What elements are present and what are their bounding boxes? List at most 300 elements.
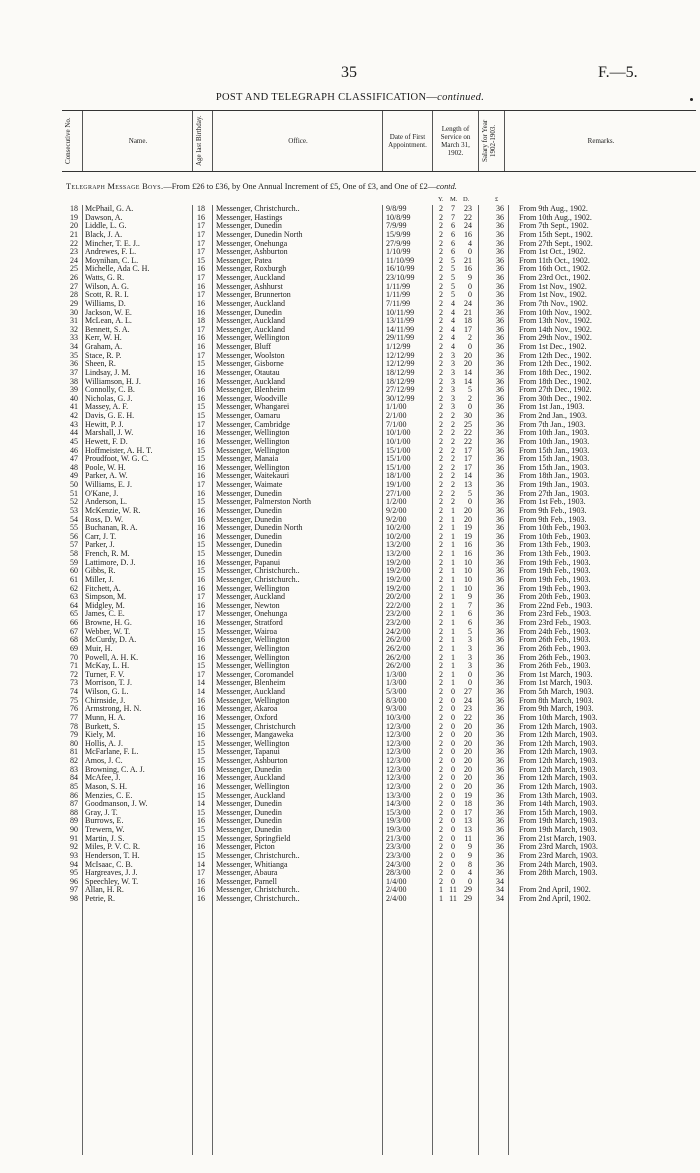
cell-days: 0	[468, 290, 472, 300]
cell-days: 6	[468, 618, 472, 627]
cell-remarks: From 7th Jan., 1903.	[519, 419, 586, 429]
cell-remarks: From 14th Nov., 1902.	[519, 324, 592, 334]
cell-salary: 36	[496, 678, 504, 688]
header-name: Name.	[82, 111, 193, 171]
cell-days: 27	[464, 687, 472, 696]
cell-age: 17	[197, 324, 205, 334]
cell-months: 1	[451, 600, 455, 610]
cell-years: 2	[439, 825, 443, 834]
cell-years: 2	[439, 445, 443, 455]
cell-salary: 36	[496, 428, 504, 438]
cell-date: 2/4/00	[386, 894, 407, 903]
cell-office: Messenger, Christchurch..	[216, 575, 300, 584]
cell-remarks: From 19th March, 1903.	[519, 816, 598, 826]
header-salary: Salary for Year 1902-1903.	[481, 119, 497, 163]
cell-days: 20	[464, 764, 472, 774]
table-row	[0, 610, 700, 619]
cell-days: 20	[464, 773, 472, 783]
cell-date: 27/1/00	[386, 488, 411, 498]
cell-months: 4	[451, 316, 455, 326]
cell-office: Messenger, Blenheim	[216, 386, 286, 395]
cell-months: 4	[451, 324, 455, 334]
cell-salary: 36	[496, 781, 504, 791]
cell-name: Trewern, W.	[85, 826, 125, 834]
cell-remarks: From 23rd March, 1903.	[519, 850, 598, 860]
table-row	[0, 636, 700, 645]
cell-days: 20	[464, 350, 472, 360]
cell-salary: 36	[496, 523, 504, 533]
cell-age: 16	[197, 635, 205, 645]
cell-months: 7	[451, 204, 455, 213]
cell-months: 5	[451, 273, 455, 282]
cell-days: 14	[464, 367, 472, 377]
cell-office: Messenger, Ashburton	[216, 757, 288, 765]
cell-salary: 36	[496, 643, 504, 653]
cell-date: 12/3/00	[386, 738, 411, 748]
cell-no: 46	[70, 445, 78, 455]
cell-no: 67	[70, 626, 78, 636]
cell-months: 3	[451, 402, 455, 412]
cell-remarks: From 9th March, 1903.	[519, 704, 594, 714]
cell-date: 7/9/99	[386, 221, 407, 231]
cell-no: 35	[70, 350, 78, 360]
cell-age: 17	[197, 480, 205, 489]
cell-age: 16	[197, 514, 205, 524]
cell-age: 16	[197, 781, 205, 791]
cell-age: 15	[197, 661, 205, 671]
table-row	[0, 878, 700, 887]
cell-remarks: From 13th March, 1903.	[519, 790, 598, 800]
cell-no: 91	[70, 833, 78, 843]
cell-years: 2	[439, 359, 443, 369]
cell-months: 2	[451, 411, 455, 420]
table-row	[0, 654, 700, 663]
cell-name: James, C. E.	[85, 610, 125, 619]
cell-years: 1	[439, 894, 443, 903]
cell-years: 2	[439, 738, 443, 748]
cell-years: 2	[439, 592, 443, 602]
table-row	[0, 697, 700, 706]
table-row	[0, 671, 700, 680]
cell-salary: 36	[496, 514, 504, 524]
cell-date: 10/1/00	[386, 428, 411, 438]
cell-office: Messenger, Coromandel	[216, 670, 294, 679]
cell-salary: 36	[496, 480, 504, 489]
cell-months: 0	[451, 764, 455, 774]
cell-years: 2	[439, 600, 443, 610]
table-row	[0, 490, 700, 499]
cell-salary: 36	[496, 273, 504, 282]
cell-days: 18	[464, 316, 472, 326]
table-row	[0, 464, 700, 473]
cell-office: Messenger, Dunedin	[216, 515, 282, 524]
cell-office: Messenger, Auckland	[216, 377, 285, 386]
cell-date: 19/3/00	[386, 816, 411, 826]
cell-salary: 36	[496, 833, 504, 843]
cell-no: 30	[70, 307, 78, 317]
cell-years: 2	[439, 281, 443, 291]
header-date: Date of First Appointment.	[382, 111, 432, 171]
table-row	[0, 317, 700, 326]
cell-months: 1	[451, 531, 455, 541]
cell-years: 2	[439, 859, 443, 869]
cell-years: 2	[439, 807, 443, 817]
cell-office: Messenger, Dunedin North	[216, 230, 303, 239]
cell-no: 66	[70, 618, 78, 627]
cell-date: 12/3/00	[386, 756, 411, 765]
cell-years: 2	[439, 842, 443, 852]
cell-days: 9	[468, 842, 472, 852]
cell-name: Proudfoot, W. G. C.	[85, 455, 149, 464]
table-row	[0, 343, 700, 352]
cell-office: Messenger, Akaroa	[216, 705, 278, 714]
table-row	[0, 576, 700, 585]
cell-date: 9/2/00	[386, 514, 407, 524]
cell-office: Messenger, Wellington	[216, 636, 290, 645]
cell-age: 17	[197, 419, 205, 429]
cell-no: 38	[70, 376, 78, 386]
cell-remarks: From 24th Feb., 1903.	[519, 626, 591, 636]
cell-remarks: From 14th March, 1903.	[519, 799, 598, 809]
cell-salary: 36	[496, 419, 504, 429]
header-service: Length of Service on March 31, 1902.	[432, 111, 478, 171]
cell-name: Davis, G. E. H.	[85, 412, 135, 420]
cell-name: Hollis, A. J.	[85, 739, 124, 748]
cell-years: 2	[439, 255, 443, 265]
cell-remarks: From 1st Oct., 1902.	[519, 247, 586, 257]
cell-name: Williamson, H. J.	[85, 377, 141, 386]
cell-no: 63	[70, 592, 78, 602]
cell-salary: 36	[496, 661, 504, 671]
cell-days: 22	[464, 436, 472, 446]
cell-days: 17	[464, 324, 472, 334]
cell-years: 2	[439, 324, 443, 334]
cell-months: 0	[451, 781, 455, 791]
cell-age: 16	[197, 376, 205, 386]
cell-name: Wilson, A. G.	[85, 282, 129, 291]
cell-date: 29/11/99	[386, 333, 415, 343]
cell-months: 11	[449, 894, 457, 903]
cell-no: 94	[70, 859, 78, 869]
cell-office: Messenger, Dunedin	[216, 532, 282, 541]
cell-name: McIsaac, C. B.	[85, 860, 133, 869]
cell-days: 23	[464, 204, 472, 213]
table-row	[0, 214, 700, 223]
cell-name: Stace, R. P.	[85, 351, 122, 360]
cell-remarks: From 7th Sept., 1902.	[519, 221, 589, 231]
cell-remarks: From 12th March, 1903.	[519, 738, 598, 748]
cell-office: Messenger, Dunedin	[216, 550, 282, 558]
cell-name: McPhail, G. A.	[85, 205, 134, 213]
cell-salary: 36	[496, 540, 504, 550]
cell-date: 12/3/00	[386, 721, 411, 731]
cell-months: 0	[451, 868, 455, 878]
cell-years: 2	[439, 367, 443, 377]
cell-years: 2	[439, 393, 443, 403]
cell-years: 2	[439, 540, 443, 550]
cell-office: Messenger, Wellington	[216, 696, 290, 705]
cell-months: 7	[451, 212, 455, 222]
cell-office: Messenger, Wellington	[216, 437, 290, 446]
cell-date: 18/12/99	[386, 367, 415, 377]
cell-days: 4	[468, 868, 472, 878]
cell-remarks: From 2nd April, 1902.	[519, 894, 591, 903]
cell-no: 85	[70, 781, 78, 791]
cell-age: 17	[197, 221, 205, 231]
cell-no: 65	[70, 609, 78, 619]
cell-age: 16	[197, 842, 205, 852]
cell-salary: 36	[496, 342, 504, 351]
cell-office: Messenger, Christchurch..	[216, 895, 300, 903]
cell-days: 0	[468, 342, 472, 351]
cell-age: 16	[197, 816, 205, 826]
cell-remarks: From 26th Feb., 1903.	[519, 635, 591, 645]
cell-salary: 36	[496, 687, 504, 696]
cell-no: 56	[70, 531, 78, 541]
cell-salary: 36	[496, 549, 504, 558]
cell-name: Michelle, Ada C. H.	[85, 265, 150, 274]
cell-years: 2	[439, 342, 443, 351]
cell-remarks: From 12th Dec., 1902.	[519, 359, 592, 369]
cell-date: 13/2/00	[386, 549, 411, 558]
cell-name: Parker, J.	[85, 541, 115, 550]
cell-name: Hargreaves, J. J.	[85, 869, 138, 878]
cell-age: 17	[197, 229, 205, 239]
cell-salary: 34	[496, 876, 504, 886]
cell-office: Messenger, Onehunga	[216, 239, 288, 248]
cell-months: 2	[451, 436, 455, 446]
table-row	[0, 524, 700, 533]
cell-name: Hoffmeister, A. H. T.	[85, 446, 153, 455]
cell-office: Messenger, Dunedin	[216, 222, 282, 231]
cell-age: 16	[197, 531, 205, 541]
cell-age: 15	[197, 359, 205, 369]
cell-age: 17	[197, 273, 205, 282]
cell-remarks: From 12th March, 1903.	[519, 764, 598, 774]
cell-date: 18/1/00	[386, 471, 411, 481]
cell-age: 16	[197, 618, 205, 627]
cell-years: 2	[439, 264, 443, 274]
cell-name: Miller, J.	[85, 575, 114, 584]
cell-age: 16	[197, 264, 205, 274]
cell-remarks: From 26th Feb., 1903.	[519, 643, 591, 653]
cell-no: 75	[70, 695, 78, 705]
cell-remarks: From 23rd Oct., 1902.	[519, 273, 591, 282]
cell-years: 2	[439, 566, 443, 576]
cell-name: Allan, H. R.	[85, 886, 124, 895]
cell-date: 23/2/00	[386, 609, 411, 619]
cell-remarks: From 2nd Jan., 1903.	[519, 411, 587, 420]
header-age: Age last Birthday.	[195, 115, 203, 167]
cell-no: 64	[70, 600, 78, 610]
cell-date: 12/3/00	[386, 730, 411, 740]
cell-age: 16	[197, 894, 205, 903]
cell-remarks: From 16th Oct., 1902.	[519, 264, 591, 274]
cell-years: 2	[439, 531, 443, 541]
cell-age: 16	[197, 704, 205, 714]
cell-no: 87	[70, 799, 78, 809]
header-no-cell	[62, 111, 82, 171]
cell-salary: 36	[496, 592, 504, 602]
cell-remarks: From 2nd April, 1902.	[519, 885, 591, 895]
cell-years: 2	[439, 557, 443, 567]
cell-remarks: From 1st Nov., 1902.	[519, 290, 587, 300]
cell-office: Messenger, Whangarei	[216, 403, 290, 412]
cell-remarks: From 23rd Feb., 1903.	[519, 609, 591, 619]
cell-name: Anderson, L.	[85, 498, 127, 507]
cell-age: 16	[197, 583, 205, 593]
cell-date: 23/10/99	[386, 273, 415, 282]
cell-office: Messenger, Abaura	[216, 869, 278, 878]
cell-salary: 36	[496, 721, 504, 731]
cell-date: 26/2/00	[386, 652, 411, 662]
cell-years: 2	[439, 574, 443, 584]
cell-office: Messenger, Springfield	[216, 834, 291, 843]
cell-salary: 36	[496, 790, 504, 800]
cell-no: 34	[70, 342, 78, 351]
page-title	[0, 92, 700, 103]
cell-date: 1/11/99	[386, 290, 411, 300]
cell-name: Watts, G. R.	[85, 274, 125, 282]
cell-date: 23/3/00	[386, 850, 411, 860]
cell-months: 0	[451, 833, 455, 843]
cell-date: 5/3/00	[386, 687, 407, 696]
table-row	[0, 447, 700, 456]
cell-date: 15/3/00	[386, 807, 411, 817]
cell-age: 15	[197, 790, 205, 800]
cell-office: Messenger, Picton	[216, 843, 275, 852]
cell-days: 3	[468, 635, 472, 645]
cell-remarks: From 18th Dec., 1902.	[519, 376, 592, 386]
cell-date: 19/2/00	[386, 557, 411, 567]
cell-date: 1/2/00	[386, 497, 407, 507]
cell-office: Messenger, Onehunga	[216, 610, 288, 619]
cell-age: 16	[197, 298, 205, 308]
cell-months: 0	[451, 816, 455, 826]
cell-months: 1	[451, 669, 455, 679]
table-row	[0, 240, 700, 249]
cell-age: 15	[197, 738, 205, 748]
cell-name: Nicholas, G. J.	[85, 394, 133, 403]
cell-years: 2	[439, 833, 443, 843]
cell-remarks: From 30th Dec., 1902.	[519, 393, 592, 403]
cell-years: 2	[439, 643, 443, 653]
cell-days: 3	[468, 652, 472, 662]
header-age-cell	[192, 111, 213, 171]
cell-office: Messenger, Christchurch..	[216, 205, 300, 213]
cell-salary: 36	[496, 488, 504, 498]
cell-months: 1	[451, 549, 455, 558]
cell-age: 15	[197, 549, 205, 558]
cell-months: 0	[451, 790, 455, 800]
cell-days: 21	[464, 255, 472, 265]
cell-office: Messenger, Dunedin	[216, 817, 282, 826]
cell-date: 10/2/00	[386, 523, 411, 533]
page-number: 35	[341, 64, 357, 81]
cell-years: 2	[439, 618, 443, 627]
cell-days: 0	[468, 876, 472, 886]
cell-months: 1	[451, 566, 455, 576]
cell-office: Messenger, Patea	[216, 256, 272, 265]
cell-months: 3	[451, 376, 455, 386]
table-row	[0, 326, 700, 335]
cell-months: 2	[451, 480, 455, 489]
cell-name: Moynihan, C. L.	[85, 256, 139, 265]
cell-date: 13/3/00	[386, 790, 411, 800]
cell-months: 1	[451, 626, 455, 636]
cell-date: 27/12/99	[386, 385, 415, 395]
cell-date: 28/3/00	[386, 868, 411, 878]
cell-days: 21	[464, 307, 472, 317]
cell-days: 17	[464, 445, 472, 455]
cell-date: 27/9/99	[386, 238, 411, 248]
cell-age: 16	[197, 574, 205, 584]
cell-name: Liddle, L. G.	[85, 222, 127, 231]
cell-age: 17	[197, 868, 205, 878]
cell-remarks: From 22nd Feb., 1903.	[519, 600, 593, 610]
cell-office: Messenger, Parnell	[216, 877, 277, 886]
cell-remarks: From 27th Sept., 1902.	[519, 238, 593, 248]
table-row	[0, 507, 700, 516]
cell-no: 24	[70, 255, 78, 265]
cell-date: 1/12/99	[386, 342, 411, 351]
cell-no: 41	[70, 402, 78, 412]
cell-salary: 36	[496, 445, 504, 455]
cell-date: 15/1/00	[386, 462, 411, 472]
table-row	[0, 274, 700, 283]
cell-salary: 36	[496, 773, 504, 783]
cell-name: McFarlane, F. L.	[85, 748, 139, 757]
table-row	[0, 869, 700, 878]
cell-office: Messenger, Wellington	[216, 662, 290, 671]
cell-salary: 36	[496, 600, 504, 610]
cell-salary: 34	[496, 894, 504, 903]
table-row	[0, 205, 700, 214]
cell-months: 5	[451, 290, 455, 300]
cell-salary: 36	[496, 738, 504, 748]
cell-salary: 36	[496, 402, 504, 412]
cell-months: 1	[451, 557, 455, 567]
cell-date: 13/11/99	[386, 316, 415, 326]
cell-salary: 36	[496, 635, 504, 645]
cell-age: 16	[197, 212, 205, 222]
cell-days: 20	[464, 730, 472, 740]
cell-months: 0	[451, 825, 455, 834]
page-title-main: POST AND TELEGRAPH CLASSIFICATION—	[215, 92, 438, 103]
cell-years: 2	[439, 583, 443, 593]
cell-remarks: From 10th Feb., 1903.	[519, 531, 591, 541]
cell-days: 17	[464, 462, 472, 472]
cell-date: 9/3/00	[386, 704, 407, 714]
cell-date: 9/8/99	[386, 204, 407, 213]
cell-office: Messenger, Stratford	[216, 619, 283, 627]
cell-salary: 36	[496, 747, 504, 757]
cell-years: 2	[439, 669, 443, 679]
cell-no: 92	[70, 842, 78, 852]
cell-days: 0	[468, 247, 472, 257]
cell-years: 2	[439, 419, 443, 429]
cell-office: Messenger, Wellington	[216, 334, 290, 343]
table-row	[0, 222, 700, 231]
cell-salary: 36	[496, 221, 504, 231]
cell-days: 24	[464, 298, 472, 308]
cell-office: Messenger, Woodville	[216, 394, 288, 403]
cell-age: 16	[197, 557, 205, 567]
cell-office: Messenger, Dunedin	[216, 506, 282, 515]
cell-office: Messenger, Mangaweka	[216, 731, 294, 740]
cell-months: 3	[451, 385, 455, 395]
cell-salary: 36	[496, 376, 504, 386]
